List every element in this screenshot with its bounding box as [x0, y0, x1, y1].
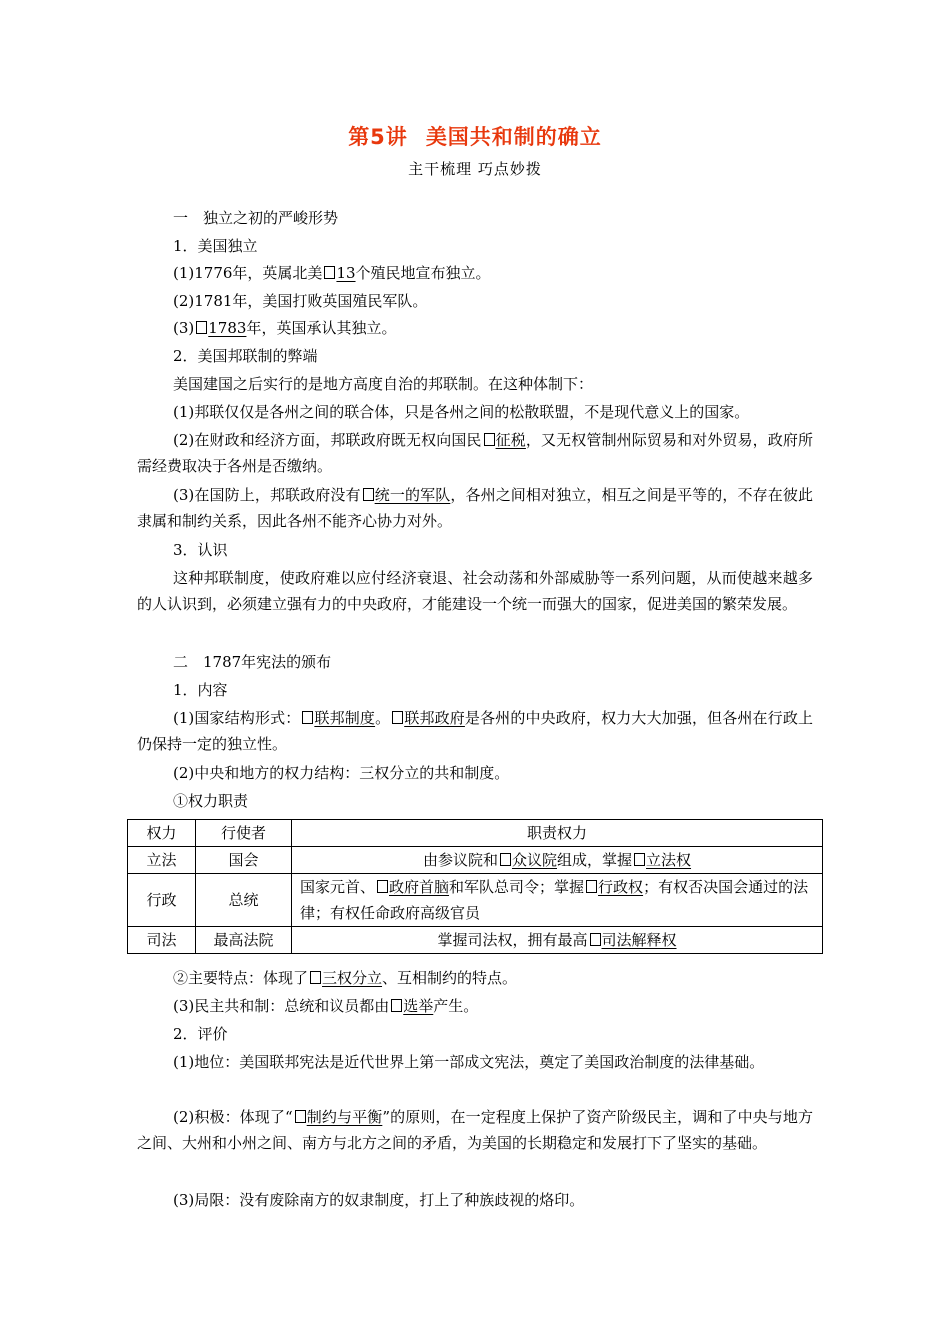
answer-blank: 政府首脑 — [389, 878, 450, 896]
text-line: (3) 1783年，英国承认其独立。 — [173, 319, 397, 337]
paragraph: (2)在财政和经济方面，邦联政府既无权向国民 征税，又无权管制州际贸易和对外贸易，政府所需经费取决于各州是否缴纳。 — [137, 431, 813, 475]
paragraph: (3)在国防上，邦联政府没有 统一的军队，各州之间相对独立，相互之间是平等的，不存在彼此隶属和制约关系，因此各州不能齐心协力对外。 — [137, 486, 813, 530]
text-line: ②主要特点：体现了 三权分立、互相制约的特点。 — [173, 969, 518, 987]
paragraph: (1)国家结构形式： 联邦制度。 联邦政府是各州的中央政府，权力大大加强，但各州在行政上仍保持一定的独立性。 — [137, 709, 813, 753]
table-header-row — [128, 820, 823, 847]
subheading: 1．美国独立 — [173, 237, 258, 255]
answer-blank: 征税 — [495, 431, 526, 449]
subheading: 1．内容 — [173, 681, 228, 699]
table-cell: 最高法院 — [196, 927, 292, 954]
table-cell: 总统 — [196, 874, 292, 927]
text-line: (2)1781年，美国打败英国殖民军队。 — [173, 292, 428, 310]
subheading: 3．认识 — [173, 541, 228, 559]
table-row — [128, 874, 823, 927]
blank-box-icon — [363, 488, 374, 501]
answer-blank: 立法权 — [646, 851, 692, 869]
answer-blank: 1783 — [208, 319, 247, 337]
section-heading-2: 二 1787年宪法的颁布 — [173, 653, 332, 671]
answer-blank: 众议院 — [511, 851, 557, 869]
paragraph: (2)积极：体现了“ 制约与平衡”的原则，在一定程度上保护了资产阶级民主，调和了中央与地方之间、大州和小州之间、南方与北方之间的矛盾，为美国的长期稳定和发展打下了坚实的基础。 — [137, 1108, 813, 1152]
blank-box-icon — [500, 853, 511, 866]
answer-blank: 选举 — [403, 997, 434, 1015]
answer-blank: 统一的军队 — [374, 486, 451, 504]
blank-box-icon — [634, 853, 645, 866]
table-cell: 由参议院和 众议院组成，掌握 立法权 — [292, 847, 823, 874]
subheading: 2．美国邦联制的弊端 — [173, 347, 318, 365]
blank-box-icon — [484, 433, 495, 446]
answer-blank: 制约与平衡 — [306, 1108, 383, 1126]
text-line: 美国建国之后实行的是地方高度自治的邦联制。在这种体制下： — [173, 375, 594, 393]
blank-box-icon — [295, 1110, 306, 1123]
blank-box-icon — [196, 321, 207, 334]
table-cell: 行政 — [128, 874, 196, 927]
blank-box-icon — [302, 711, 313, 724]
text-line: (1)邦联仅仅是各州之间的联合体，只是各州之间的松散联盟，不是现代意义上的国家。 — [173, 403, 750, 421]
blank-box-icon — [391, 999, 402, 1012]
table-cell: 司法 — [128, 927, 196, 954]
text-line: (3)局限：没有废除南方的奴隶制度，打上了种族歧视的烙印。 — [173, 1191, 585, 1209]
table-header: 权力 — [128, 820, 196, 847]
page-title: 第5讲 美国共和制的确立 — [348, 125, 602, 149]
powers-table — [127, 819, 823, 954]
table-cell: 国会 — [196, 847, 292, 874]
table-row — [128, 847, 823, 874]
blank-box-icon — [392, 711, 403, 724]
table-header: 行使者 — [196, 820, 292, 847]
answer-blank: 行政权 — [598, 878, 644, 896]
table-cell: 掌握司法权，拥有最高 司法解释权 — [292, 927, 823, 954]
blank-box-icon — [310, 971, 321, 984]
answer-blank: 联邦制度 — [314, 709, 376, 727]
subtitle: 主干梳理 巧点妙拨 — [408, 160, 542, 178]
answer-blank: 13 — [336, 264, 356, 282]
answer-blank: 三权分立 — [322, 969, 383, 987]
text-line: (3)民主共和制：总统和议员都由 选举产生。 — [173, 997, 479, 1015]
text-line: (2)中央和地方的权力结构：三权分立的共和制度。 — [173, 764, 510, 782]
table-row — [128, 927, 823, 954]
paragraph: 这种邦联制度，使政府难以应付经济衰退、社会动荡和外部威胁等一系列问题，从而使越来越多的人认识到，必须建立强有力的中央政府，才能建设一个统一而强大的国家，促进美国的繁荣发展。 — [137, 569, 813, 613]
blank-box-icon — [586, 880, 597, 893]
answer-blank: 司法解释权 — [601, 931, 677, 949]
blank-box-icon — [377, 880, 388, 893]
subheading: 2．评价 — [173, 1025, 228, 1043]
text-line: (1)1776年，英属北美 13个殖民地宣布独立。 — [173, 264, 491, 282]
blank-box-icon — [590, 933, 601, 946]
answer-blank: 联邦政府 — [404, 709, 465, 727]
text-line: ①权力职责 — [173, 792, 249, 810]
paragraph: (1)地位：美国联邦宪法是近代世界上第一部成文宪法，奠定了美国政治制度的法律基础。 — [173, 1053, 765, 1071]
blank-box-icon — [324, 266, 335, 279]
table-cell: 国家元首、 政府首脑和军队总司令；掌握 行政权；有权否决国会通过的法律；有权任命政府高级官员 — [292, 874, 823, 927]
table-header: 职责权力 — [292, 820, 823, 847]
section-heading-1: 一 独立之初的严峻形势 — [173, 209, 339, 227]
table-cell: 立法 — [128, 847, 196, 874]
